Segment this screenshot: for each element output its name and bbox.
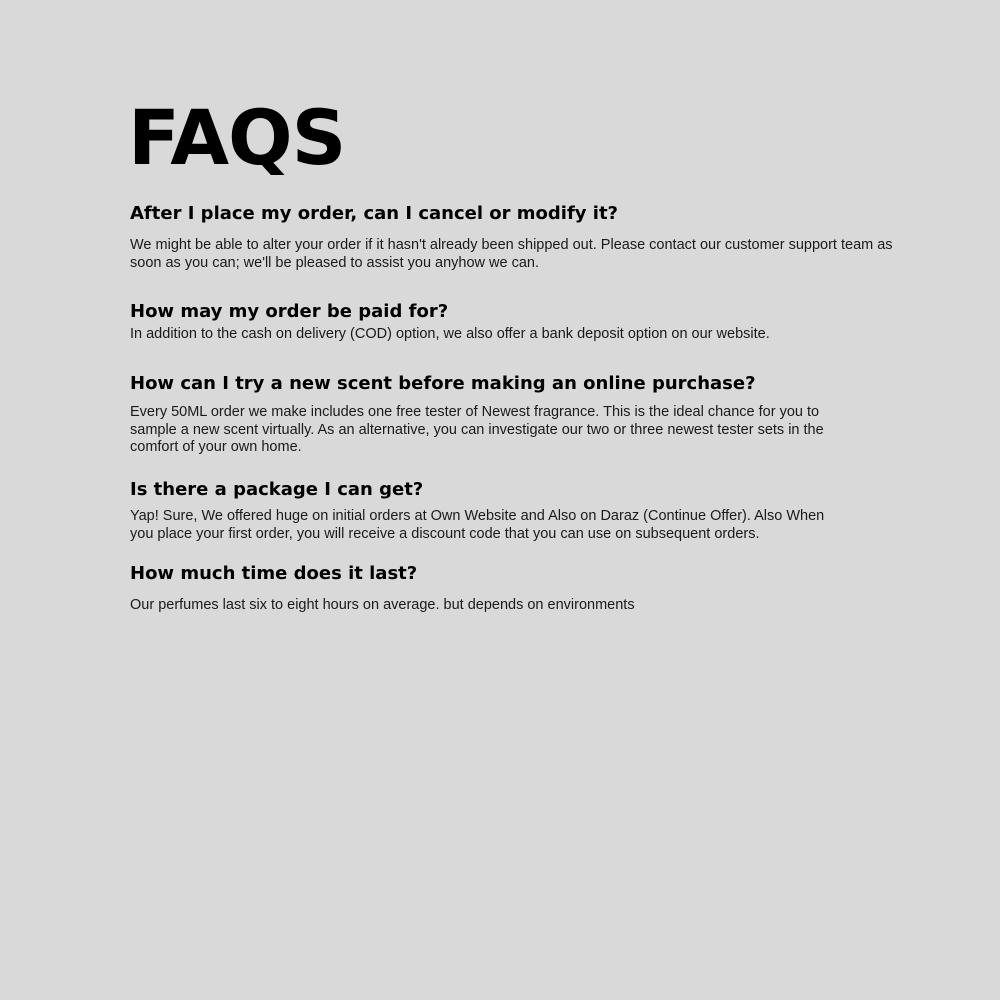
faq-question: Is there a package I can get? — [130, 479, 424, 500]
faq-answer: Our perfumes last six to eight hours on average. but depends on environments — [130, 597, 635, 613]
faq-answer: Every 50ML order we make includes one free tester of Newest fragrance. This is the ideal chance for you to sample a new scent virtually. As an alternative, you can investigate our two or three newest tester sets in the comfort of your own home. — [130, 404, 824, 455]
faq-question: How much time does it last? — [130, 563, 418, 584]
faq-question: How can I try a new scent before making an online purchase? — [130, 373, 756, 394]
page-title: FAQS — [128, 93, 346, 182]
faq-answer: In addition to the cash on delivery (COD) option, we also offer a bank deposit option on our website. — [130, 326, 770, 342]
faq-answer: Yap! Sure, We offered huge on initial orders at Own Website and Also on Daraz (Continue Offer). Also When you place your first order, you will receive a discount code that you can use on subsequent orders. — [130, 508, 825, 542]
faq-answer: We might be able to alter your order if it hasn't already been shipped out. Please contact our customer support team as soon as you can; we'll be pleased to assist you anyhow we can. — [130, 237, 893, 271]
faq-question: How may my order be paid for? — [130, 301, 449, 322]
faq-question: After I place my order, can I cancel or modify it? — [130, 203, 618, 224]
